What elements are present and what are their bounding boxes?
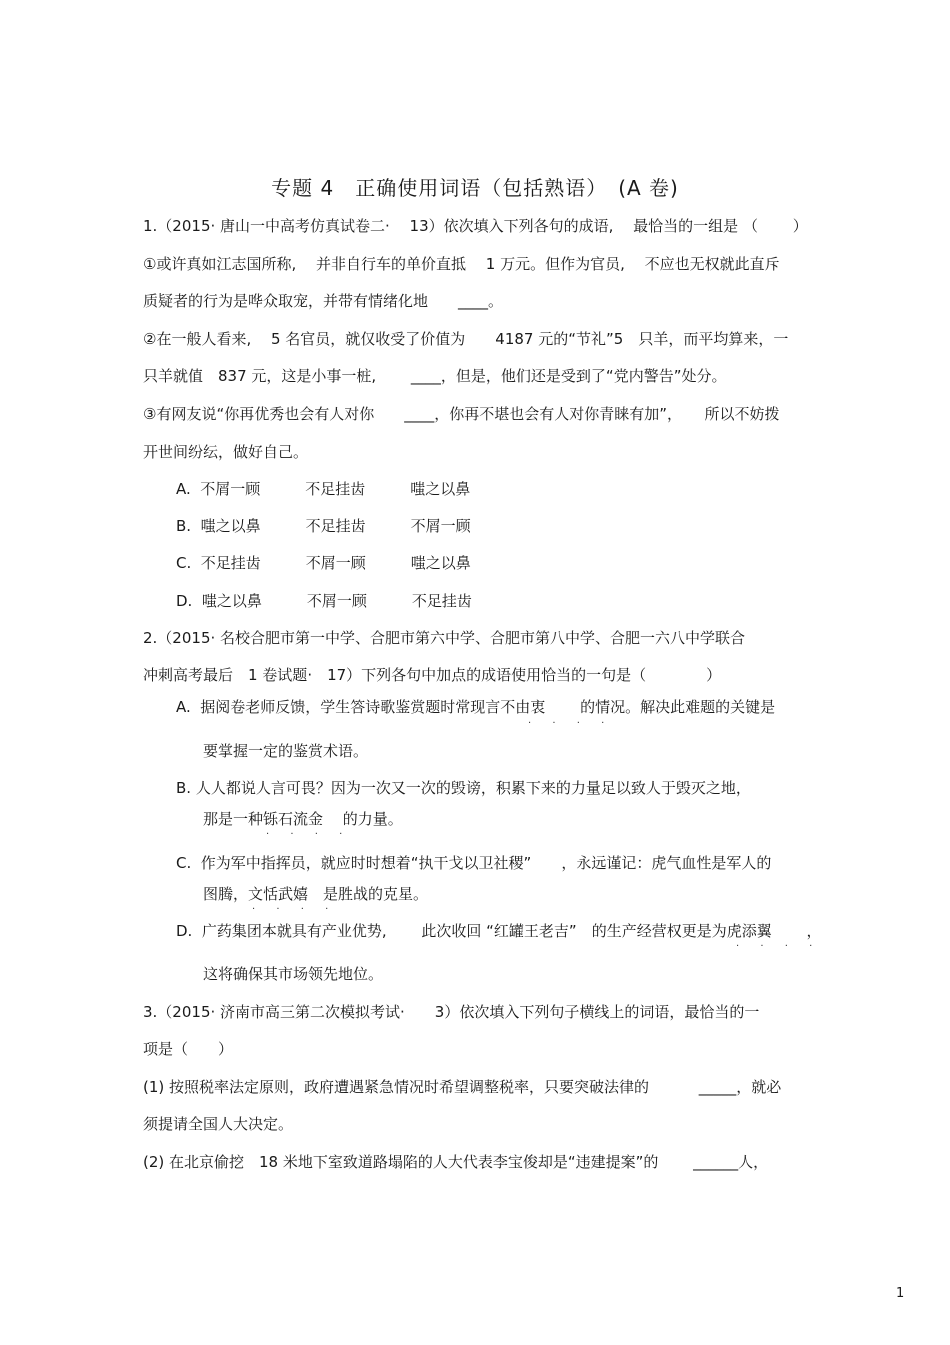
q1-option-a: A. 不屑一顾 不足挂齿 嗤之以鼻 [176,480,471,498]
q1-option-c: C. 不足挂齿 不屑一顾 嗤之以鼻 [176,554,471,572]
q1-sentence-3-cont: 开世间纷纭，做好自己。 [143,443,309,461]
q2-option-a: A. 据阅卷老师反馈，学生答诗歌鉴赏题时常现言不由衷 的情况。解决此难题的关键是 [176,698,776,716]
emphasis-dots: . . . . [252,901,338,912]
emphasis-dots: . . . . [528,715,614,726]
q2-stem: 2.（2015· 名校合肥市第一中学、合肥市第六中学、合肥市第八中学、合肥一六八中学联合 [143,629,746,647]
q2-option-c-cont: 图腾，文恬武嬉 是胜战的克星。 [203,885,429,903]
q2-option-b: B. 人人都说人言可畏？因为一次又一次的毁谤，积累下来的力量足以致人于毁灭之地， [176,779,751,797]
q3-sentence-1: (1) 按照税率法定原则，政府遭遇紧急情况时希望调整税率，只要突破法律的 _____，就必 [143,1078,782,1096]
q1-option-d: D. 嗤之以鼻 不屑一顾 不足挂齿 [176,592,472,610]
q2-option-a-cont: 要掌握一定的鉴赏术语。 [203,742,369,760]
page-number: 1 [896,1286,905,1301]
q1-sentence-2-cont: 只羊就值 837 元，这是小事一桩, ____，但是，他们还是受到了“党内警告”处分。 [143,367,727,385]
q1-stem: 1.（2015· 唐山一中高考仿真试卷二· 13）依次填入下列各句的成语, 最恰当的一组是 （ ） [143,217,808,235]
q2-stem-cont: 冲刺高考最后 1 卷试题· 17）下列各句中加点的成语使用恰当的一句是（ ） [143,666,722,684]
q3-sentence-1-cont: 须提请全国人大决定。 [143,1115,294,1133]
q2-option-c: C. 作为军中指挥员，就应时时想着“执干戈以卫社稷” ，永远谨记：虎气血性是军人的 [176,854,772,872]
q1-sentence-2: ②在一般人看来, 5 名官员，就仅收受了价值为 4187 元的“节礼”5 只羊，而平均算来，一 [143,330,789,348]
emphasis-dots: . . . . [266,826,352,837]
q1-sentence-1: ①或许真如江志国所称, 并非自行车的单价直抵 1 万元。但作为官员, 不应也无权就此直斥 [143,255,780,273]
emphasis-dots: . . . . [736,938,822,949]
q1-sentence-1-cont: 质疑者的行为是哗众取宠，并带有情绪化地 ____。 [143,292,504,310]
q1-option-b: B. 嗤之以鼻 不足挂齿 不屑一顾 [176,517,471,535]
q2-option-b-cont: 那是一种铄石流金 的力量。 [203,810,403,828]
q2-option-d-cont: 这将确保其市场领先地位。 [203,965,384,983]
q3-stem: 3.（2015· 济南市高三第二次模拟考试· 3）依次填入下列句子横线上的词语，最恰当的一 [143,1003,760,1021]
q1-sentence-3: ③有网友说“你再优秀也会有人对你 ____，你再不堪也会有人对你青睐有加”， 所以不妨拨 [143,405,780,423]
page-title: 专题 4 正确使用词语（包括熟语） (A 卷) [271,176,679,200]
q3-sentence-2: (2) 在北京偷挖 18 米地下室致道路塌陷的人大代表李宝俊却是“违建提案”的 ______人， [143,1153,769,1171]
q3-stem-cont: 项是（ ） [143,1040,234,1058]
q2-option-d: D. 广药集团本就具有产业优势, 此次收回 “红罐王老吉” 的生产经营权更是为虎添翼 ， [176,922,822,940]
